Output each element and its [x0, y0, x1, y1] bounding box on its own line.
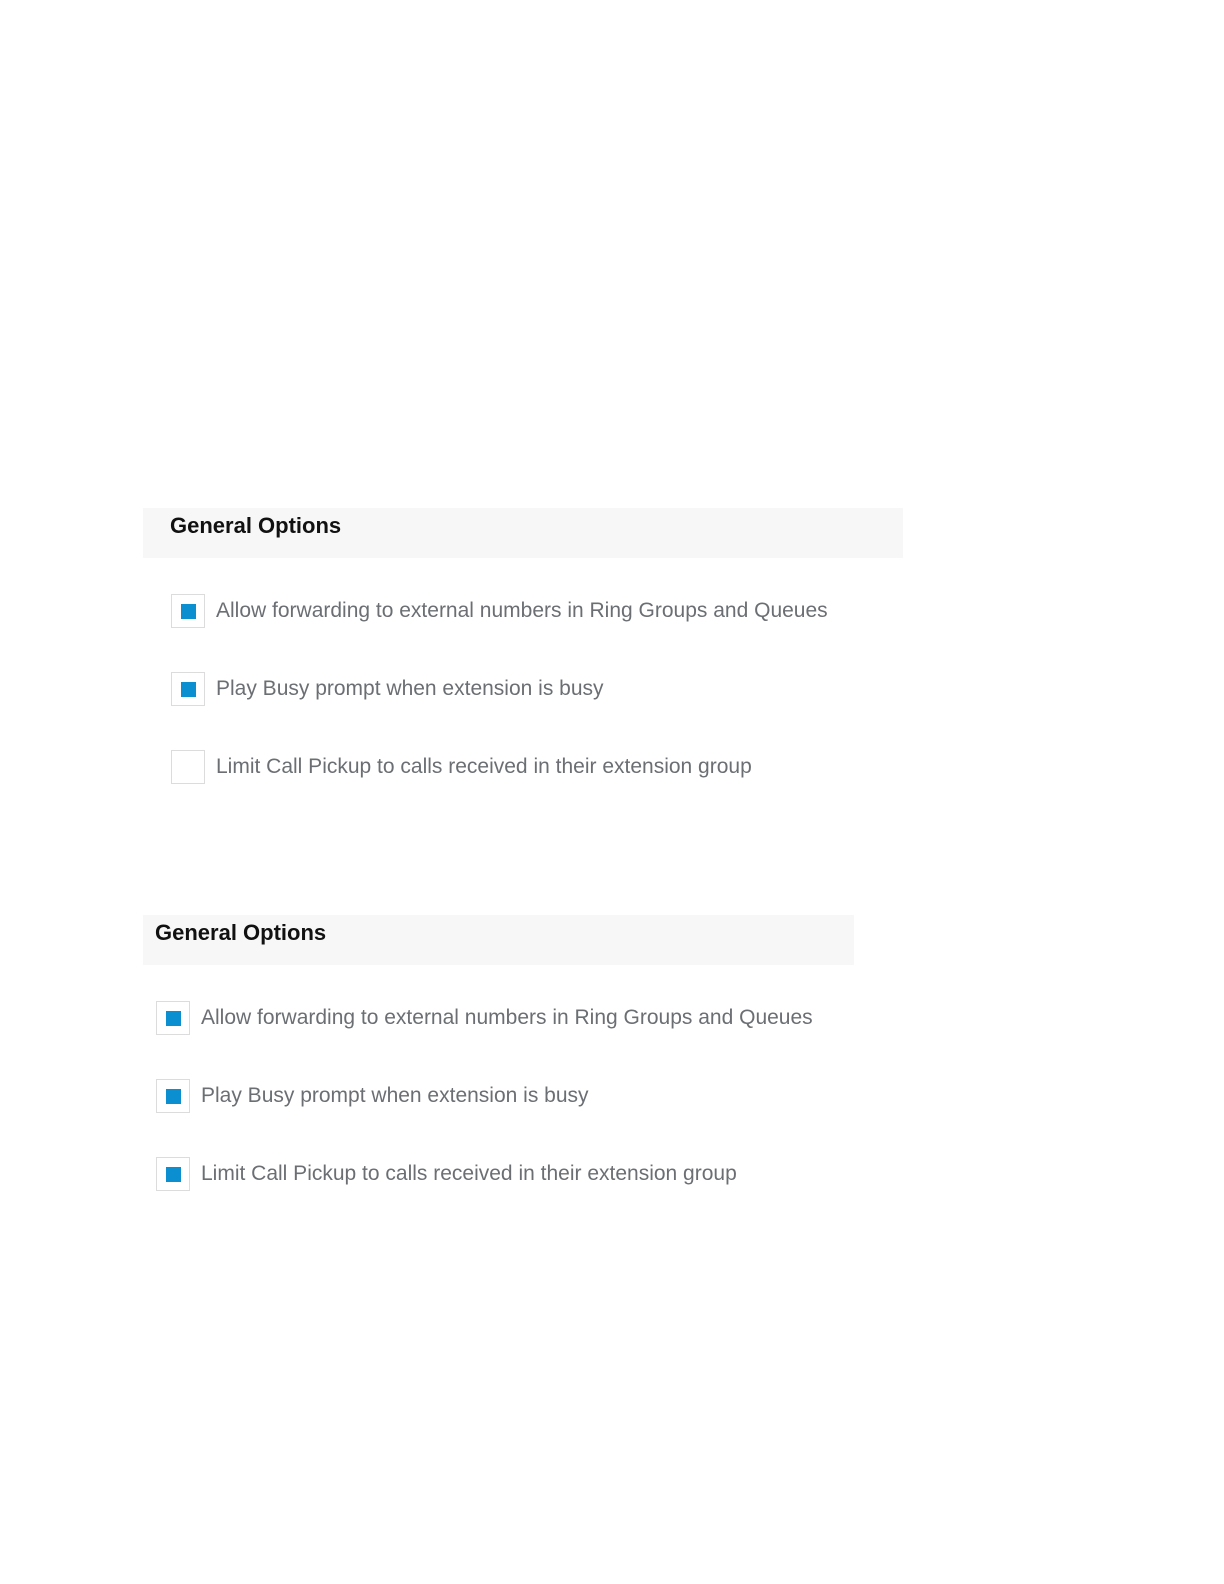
check-mark-icon	[166, 1089, 181, 1104]
section-title: General Options	[155, 920, 327, 945]
section-header	[143, 915, 854, 965]
option-label: Allow forwarding to external numbers in Ring Groups and Queues	[201, 1006, 813, 1029]
play-busy-prompt-checkbox[interactable]	[156, 1079, 190, 1113]
option-limit-call-pickup[interactable]	[156, 1157, 854, 1191]
option-play-busy-prompt[interactable]	[156, 1079, 854, 1113]
play-busy-prompt-checkbox[interactable]	[171, 672, 205, 706]
check-mark-icon	[166, 1011, 181, 1026]
option-allow-forwarding[interactable]	[156, 1001, 854, 1035]
check-mark-icon	[181, 604, 196, 619]
option-label: Play Busy prompt when extension is busy	[216, 677, 604, 700]
option-label: Limit Call Pickup to calls received in their extension group	[216, 755, 752, 778]
limit-call-pickup-checkbox[interactable]	[171, 750, 205, 784]
general-options-panel-after	[143, 915, 854, 1191]
check-mark-icon	[166, 1167, 181, 1182]
section-title: General Options	[170, 513, 342, 538]
general-options-panel-before	[143, 508, 903, 784]
option-label: Allow forwarding to external numbers in Ring Groups and Queues	[216, 599, 828, 622]
options-list	[143, 594, 903, 784]
allow-forwarding-checkbox[interactable]	[156, 1001, 190, 1035]
options-list	[143, 1001, 854, 1191]
section-header	[143, 508, 903, 558]
option-label: Play Busy prompt when extension is busy	[201, 1084, 589, 1107]
option-play-busy-prompt[interactable]	[171, 672, 903, 706]
option-allow-forwarding[interactable]	[171, 594, 903, 628]
allow-forwarding-checkbox[interactable]	[171, 594, 205, 628]
check-mark-icon	[181, 682, 196, 697]
limit-call-pickup-checkbox[interactable]	[156, 1157, 190, 1191]
option-limit-call-pickup[interactable]	[171, 750, 903, 784]
option-label: Limit Call Pickup to calls received in their extension group	[201, 1162, 737, 1185]
